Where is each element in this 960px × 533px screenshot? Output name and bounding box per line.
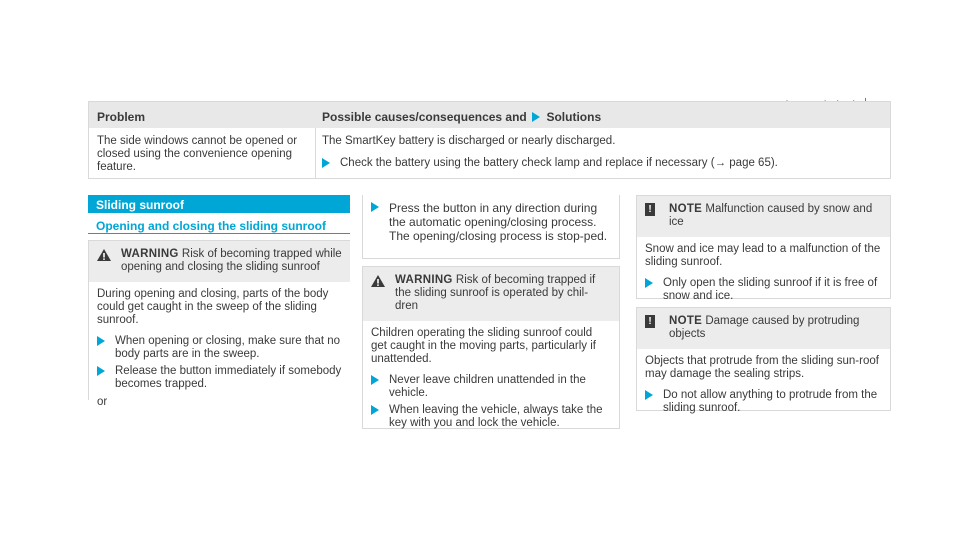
table-cell-problem: The side windows cannot be opened or closed using the convenience opening feature.: [97, 135, 298, 173]
note-exclamation-icon: !: [645, 203, 655, 216]
warning-box-header: [363, 267, 619, 321]
warning-heading: [97, 248, 342, 274]
list-item: [371, 201, 611, 243]
section-subtitle: Opening and closing the sliding sunroof: [96, 219, 326, 233]
list-item: [371, 374, 611, 400]
action-arrow-icon: [645, 278, 653, 288]
note-box-protruding: [636, 307, 891, 414]
list-item: [371, 404, 611, 430]
step-text: Never leave children unattended in the vehicle.: [389, 374, 586, 399]
warning-triangle-icon: [97, 249, 111, 261]
troubleshooting-table: [88, 101, 891, 179]
warning-box-children: [362, 266, 620, 429]
warning-body-text: Children operating the sliding sunroof could get caught in the moving parts, particularly if unattended.: [371, 327, 597, 365]
note-heading-text: Damage caused by protruding objects: [669, 315, 860, 340]
warning-heading-text: Risk of becoming trapped if the sliding sunroof is operated by chil-dren: [395, 274, 596, 312]
note-label: NOTE: [669, 203, 703, 215]
note-heading: [645, 315, 882, 341]
warning-body-text: During opening and closing, parts of the body could get caught in the sweep of the sliding sunroof.: [97, 288, 329, 326]
warning-heading: [371, 274, 611, 313]
table-cell-causes: [322, 135, 882, 170]
or-text: or: [97, 396, 108, 408]
action-arrow-icon: [371, 405, 379, 415]
note-heading-text: Malfunction caused by snow and ice: [669, 203, 873, 228]
step-text: Release the button immediately if somebody becomes trapped.: [115, 365, 342, 390]
note-exclamation-icon: !: [645, 315, 655, 328]
cause-text: The SmartKey battery is discharged or nearly discharged.: [322, 135, 616, 147]
step-text: When opening or closing, make sure that no body parts are in the sweep.: [115, 335, 341, 360]
column-header-causes-text: Possible causes/consequences and: [322, 110, 527, 124]
action-arrow-icon: [371, 202, 379, 212]
action-arrow-icon: [97, 366, 105, 376]
solution-step: [322, 157, 882, 170]
action-arrow-icon: [371, 375, 379, 385]
warning-box-body: [363, 321, 619, 440]
continued-step-body: [363, 195, 619, 249]
note-box-body: [637, 237, 890, 313]
action-arrow-icon: [645, 390, 653, 400]
table-column-divider: [315, 128, 316, 178]
column-header-causes: [322, 110, 601, 124]
table-header-row: [89, 102, 890, 128]
list-item: [97, 335, 342, 361]
step-text: Only open the sliding sunroof if it is free of snow and ice.: [663, 277, 878, 302]
note-steps: [645, 389, 882, 415]
warning-heading-text: Risk of becoming trapped while opening and closing the sliding sunroof: [121, 248, 342, 273]
step-text: Do not allow anything to protrude from the sliding sunroof.: [663, 389, 878, 414]
warning-label: WARNING: [395, 274, 453, 286]
note-body-text: Objects that protrude from the sliding sun-roof may damage the sealing strips.: [645, 355, 879, 380]
warning-triangle-icon: [371, 275, 385, 287]
note-box-header: [637, 196, 890, 237]
action-arrow-icon: [532, 112, 540, 122]
note-heading: [645, 203, 882, 229]
warning-steps: [371, 374, 611, 430]
note-steps: [645, 277, 882, 303]
note-box-body: [637, 349, 890, 425]
warning-steps: [97, 335, 342, 391]
list-item: [645, 389, 882, 415]
section-title-bar: Sliding sunroof: [88, 195, 350, 213]
note-body-text: Snow and ice may lead to a malfunction of the sliding sunroof.: [645, 243, 881, 268]
warning-label: WARNING: [121, 248, 179, 260]
list-item: [645, 277, 882, 303]
warning-box-trapped: [88, 240, 350, 408]
step-text: Press the button in any direction during the automatic opening/closing process. The opening/closing process is stop-ped.: [389, 201, 608, 243]
solution-text: Check the battery using the battery check lamp and replace if necessary (→ page 65).: [340, 157, 778, 169]
column-header-solutions-text: Solutions: [546, 110, 602, 124]
note-label: NOTE: [669, 315, 703, 327]
continued-step-box: [362, 195, 620, 259]
warning-box-body: [89, 282, 350, 415]
list-item: [97, 365, 342, 391]
note-box-snow: [636, 195, 891, 302]
action-arrow-icon: [97, 336, 105, 346]
warning-box-header: [89, 241, 350, 282]
action-arrow-icon: [322, 158, 330, 168]
note-box-header: [637, 308, 890, 349]
column-header-problem: Problem: [97, 110, 146, 124]
subtitle-underline: [88, 233, 350, 234]
step-text: When leaving the vehicle, always take the key with you and lock the vehicle.: [389, 404, 603, 429]
